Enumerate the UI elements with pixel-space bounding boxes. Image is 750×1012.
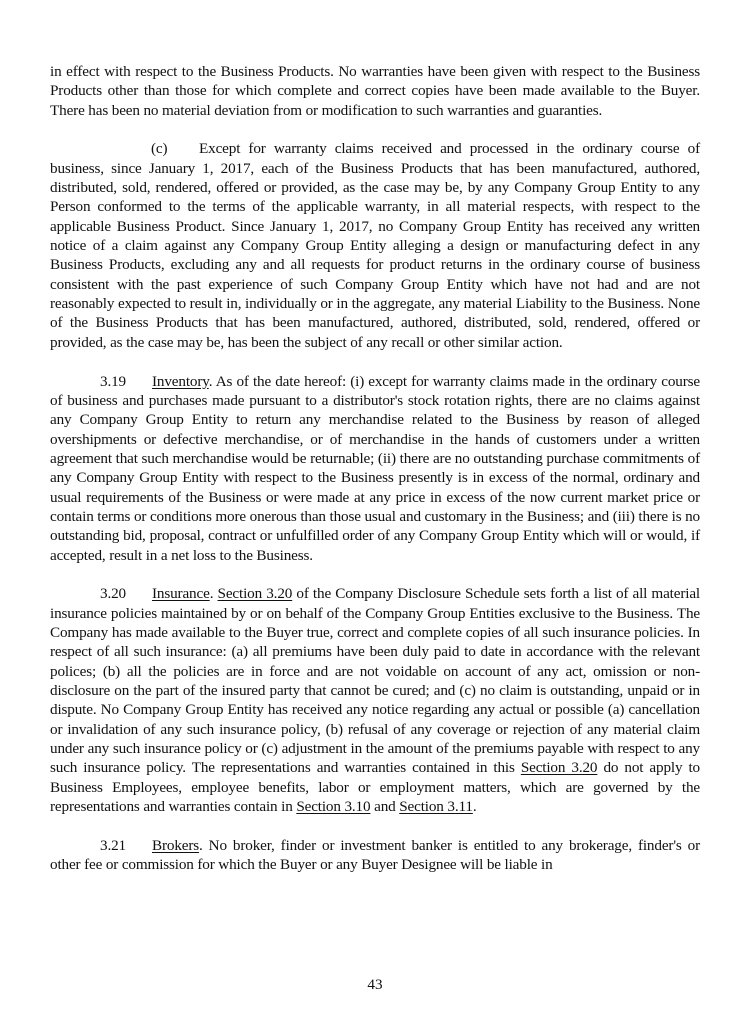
section-number: 3.20 bbox=[100, 585, 126, 603]
section-heading-punct: . bbox=[208, 372, 213, 390]
section-heading-insurance: Insurance bbox=[152, 585, 210, 603]
section-3-19-paragraph bbox=[50, 372, 700, 565]
section-heading-brokers: Brokers bbox=[152, 836, 200, 854]
cross-reference-section-3-10: Section 3.10 bbox=[296, 798, 371, 816]
section-3-20-text-2: do not apply to Business Employees, employee benefits, labor or employment matters, which are governed by the representations and warranties contain in bbox=[50, 759, 700, 816]
section-3-20-text-4: . bbox=[472, 798, 477, 816]
section-3-21-paragraph bbox=[50, 836, 700, 875]
section-3-19-text: As of the date hereof: (i) except for warranty claims made in the ordinary course of business and purchases made pursuant to a distributor's stock rotation rights, there are no claims against any Company Group Entity to return any merchandise related to the Business by reason of alleged overshipments or defective merchandise, or of merchandise in the hands of customers under a written agreement that such merchandise would be returnable; (ii) there are no outstanding purchase commitments of any Company Group Entity with respect to the Business presently is in excess of the normal, ordinary and usual requirements of the Business or were made at any price in excess of the now current market price or contain terms or conditions more onerous than those usual and customary in the Business; and (iii) there is no outstanding bid, proposal, contract or unfulfilled order of any Company Group Entity which will or would, if accepted, result in a net loss to the Business. bbox=[50, 372, 700, 564]
section-number: 3.19 bbox=[100, 372, 126, 390]
section-number: 3.21 bbox=[100, 836, 126, 854]
subsection-c-text: Except for warranty claims received and processed in the ordinary course of business, since January 1, 2017, each of the Business Products that has been manufactured, authored, distributed, sold, rendered, offered or provided, as the case may be, by any Company Group Entity to any Person conformed to the terms of the applicable warranty, in all material respects, with respect to the applicable Business Product. Since January 1, 2017, no Company Group Entity has received any written notice of a claim against any Company Group Entity alleging a design or manufacturing defect in any Business Products, excluding any and all requests for product returns in the ordinary course of business consistent with the past experience of such Company Group Entity which have not had and are not reasonably expected to result in, individually or in the aggregate, any material Liability to the Business. None of the Business Products that has been manufactured, authored, distributed, sold, rendered, offered or provided, as the case may be, has been the subject of any recall or other similar action. bbox=[50, 140, 700, 351]
section-3-20-text-1: of the Company Disclosure Schedule sets forth a list of all material insurance policies maintained by or on behalf of the Company Group Entities exclusive to the Business. The Company has made available to the Buyer true, correct and complete copies of all such insurance policies. In respect of all such insurance: (a) all premiums have been duly paid to date in accordance with the relevant polices; (b) all the policies are in force and are not voidable on account of any act, omission or non-disclosure on the part of the insured party that cannot be cured; and (c) no claim is outstanding, unpaid or in dispute. No Company Group Entity has received any notice regarding any actual or possible (a) cancellation or invalidation of any such insurance policy, (b) refusal of any coverage or rejection of any material claim under any such insurance policy or (c) adjustment in the amount of the premiums payable with respect to any such insurance policy. The representations and warranties contained in this bbox=[50, 585, 700, 777]
section-heading-punct: . bbox=[209, 585, 218, 603]
subsection-c-label: (c) bbox=[151, 140, 168, 158]
page-number: 43 bbox=[367, 976, 383, 993]
cross-reference-section-3-20: Section 3.20 bbox=[217, 585, 293, 603]
cross-reference-section-3-20: Section 3.20 bbox=[520, 759, 598, 777]
section-3-21-text: No broker, finder or investment banker is entitled to any brokerage, finder's or other fee or commission for which the Buyer or any Buyer Designee will be liable in bbox=[50, 836, 700, 874]
section-heading-punct: . bbox=[199, 836, 203, 854]
cross-reference-section-3-11: Section 3.11 bbox=[399, 798, 473, 816]
section-heading-inventory: Inventory bbox=[152, 372, 209, 390]
section-3-20-text-3: and bbox=[370, 798, 400, 816]
subsection-c-paragraph bbox=[50, 139, 700, 352]
section-3-20-paragraph bbox=[50, 584, 700, 816]
document-page bbox=[50, 62, 700, 894]
continuation-paragraph: in effect with respect to the Business Products. No warranties have been given with respect to the Business Products other than those for which complete and correct copies have been made available to the Buyer. There has been no material deviation from or modification to such warranties and guaranties. bbox=[50, 63, 700, 119]
